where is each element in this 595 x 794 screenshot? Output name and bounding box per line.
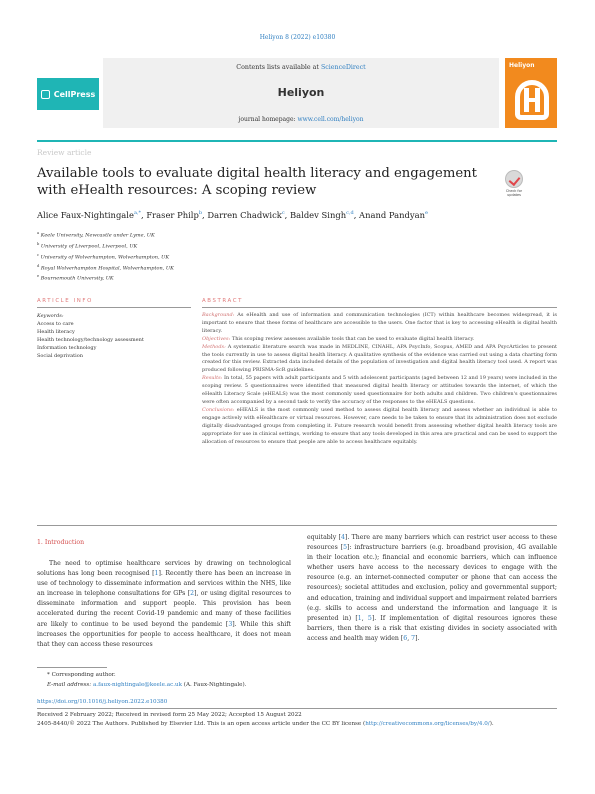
footer-divider [37, 708, 557, 709]
affiliations [37, 229, 337, 283]
article-info-heading: ARTICLE INFO [37, 298, 93, 304]
citation-reference-link[interactable]: 2 [190, 590, 195, 598]
homepage-line [103, 116, 499, 123]
abstract-label: Methods: [202, 343, 226, 350]
check-updates-icon [505, 170, 523, 188]
cover-bar-middle [524, 98, 540, 102]
abstract-text: In total, 55 papers with adult participants and 5 with adolescent participants (aged between 12 and 19 years) were included in the scoping review. 5 questionnaires were identified that measured digital health literacy or attitudes towards the internet, of which the eHealth Literacy Scale (eHEALS) was the most commonly used questionnaire for both adults and children. Two children's questionnaires were often accompanied by a second task to verify the accuracy of the responses to the eHEALS questions. [202, 375, 557, 405]
cover-title: Heliyon [509, 62, 535, 69]
affiliation-marker: e [37, 274, 40, 279]
affiliation-marker: a [37, 231, 40, 235]
check-updates-label: Check for updates [505, 189, 523, 197]
affiliation-text: University of Wolverhampton, Wolverhampton, UK [40, 254, 170, 261]
affiliation-text: Keele University, Newcastle under Lyme, UK [40, 232, 155, 239]
paragraph-text: equitably [ [307, 534, 341, 541]
abstract-text: A systematic literature search was made in MEDLINE, CINAHL, APA PsycInfo, Scopus, AMED and APA PsycArticles to present the tools currently in use to assess digital health literacy. A qualitative synthesis of the evidence was carried out using a data charting form created for this review. Extracted data included details of the population of investigation and digital health literacy tool used. A report was produced following PRISMA-ScR guidelines. [202, 343, 557, 374]
cellpress-logo [37, 78, 99, 110]
paragraph-text: ], or using digital resources to disseminate information and support people. This provision has been accelerated during the recent Covid-19 pandemic and many of these facilities are likely to continue to be used beyond the pandemic [ [37, 590, 291, 628]
abstract-objectives [202, 336, 557, 344]
keywords-label: Keywords: [37, 313, 64, 319]
abstract-body [202, 312, 557, 446]
abstract-results [202, 375, 557, 407]
paragraph-text: ]. While this shift increases the opportunities for people to access healthcare, it does not mean that they can access these resources [37, 620, 291, 648]
email-label: E-mail address: [47, 681, 93, 688]
citation-reference-link[interactable]: 6 [403, 634, 408, 642]
license-line [37, 721, 557, 727]
paragraph-text: ]: infrastructure barriers (e.g. broadband provision, 4G available in their location etc.); financial and economic barriers, which can influence whether users have access to the necessary devices to engage with the resource (e.g. an internet-connected computer or phone that can access the resources); societal attitudes and exclusion, policy and governmental support; and education, training and individual support and impairment related barriers (e.g. skills to access and understand the information and language it is presented in) [ [307, 544, 557, 622]
abstract-label: Background: [202, 312, 235, 318]
email-link[interactable]: a.faux-nightingale@keele.ac.uk [92, 681, 182, 688]
introduction-column-right [307, 533, 557, 644]
email-line [47, 681, 246, 691]
section-heading-introduction: 1. Introduction [37, 539, 85, 546]
journal-name: Heliyon [277, 86, 325, 99]
article-type: Review article [37, 148, 92, 157]
check-for-updates-button[interactable] [502, 170, 526, 200]
affiliation-item [37, 240, 337, 251]
affiliation-text: University of Liverpool, Liverpool, UK [40, 243, 138, 250]
homepage-link[interactable]: www.cell.com/heliyon [297, 116, 364, 123]
affiliation-text: Bournemouth University, UK [40, 276, 114, 283]
abstract-text: eHEALS is the most commonly used method to assess digital health literacy and assess whether an individual is able to engage actively with eHealthcare or virtual resources. However, care needs to be taken to ensure that its administration does not exclude digitally disadvantaged groups from completing it. Future research would benefit from assessing whether digital health literacy tools are appropriate for use in clinical settings, working to ensure that any tools developed in this area are practical and can be used to support the allocation of resources to ensure that people are able to access healthcare equitably. [202, 406, 557, 445]
footnote-divider [37, 667, 107, 668]
keyword: Health literacy [37, 328, 75, 335]
paragraph-text: , [407, 634, 412, 642]
corresponding-author-label: * Corresponding author. [47, 672, 116, 678]
affiliation-item [37, 251, 337, 262]
paragraph-text: , [361, 614, 368, 622]
contents-line [103, 64, 499, 71]
author-affiliation-marker[interactable]: e [425, 210, 428, 217]
sciencedirect-link[interactable]: ScienceDirect [320, 64, 366, 71]
journal-cover-image [505, 58, 557, 128]
citation-reference-link[interactable]: 7 [411, 634, 416, 642]
affiliation-item [37, 272, 337, 283]
abstract-text: As eHealth and use of information and communication technologies (ICT) within healthcare becomes widespread, it is important to ensure that these forms of healthcare are accessible to the users. One factor that is key to accessing eHealth is digital health literacy. [202, 312, 557, 334]
author-affiliation-marker[interactable]: c [281, 210, 285, 217]
author-list: Alice Faux-Nightingale$^{a,*}$, Fraser Philp$^b$, Darren Chadwick$^c$, Baldev Singh$^{c,d}$, Anand Pandyan$^e$ [37, 210, 428, 220]
affiliation-item [37, 262, 337, 273]
abstract-methods [202, 344, 557, 376]
author-name: Anand Pandyan [359, 210, 426, 220]
affiliation-marker: d [37, 263, 40, 268]
affiliation-item [37, 229, 337, 240]
article-title: Available tools to evaluate digital health literacy and engagement with eHealth resources: A scoping review [37, 166, 477, 198]
cellpress-logo-text: CellPress [53, 89, 96, 99]
abstract-label: Results: [202, 375, 223, 382]
paragraph-text: ]. There are many barriers which can restrict user access to these resources [ [307, 534, 557, 552]
paragraph-text: ]. If implementation of digital resources ignores these barriers, then there is a risk that existing divides in society associated with access and health may widen [ [307, 614, 557, 642]
author-name: Fraser Philp [146, 210, 199, 220]
citation-reference-link[interactable]: 5 [367, 614, 372, 622]
contents-prefix: Contents lists available at [236, 64, 321, 71]
citation-reference-link[interactable]: 5 [343, 544, 348, 552]
license-prefix: 2405-8440/© 2022 The Authors. Published by Elsevier Ltd. This is an open access article under the CC BY license ( [37, 721, 366, 727]
abstract-conclusions [202, 407, 557, 447]
paragraph-text: ]. Recently there has been an increase in use of technology to disseminate information and services within the NHS, like an increase in telephone consultations for GPs [ [37, 570, 291, 598]
license-link[interactable]: http://creativecommons.org/licenses/by/4.0/ [365, 721, 490, 727]
keyword: Social deprivation [37, 352, 83, 359]
cellpress-mark-icon [41, 90, 50, 99]
keyword: Access to care [37, 320, 74, 327]
abstract-bottom-divider [37, 525, 557, 526]
author-affiliation-marker[interactable]: b [198, 210, 203, 217]
doi-link[interactable]: https://doi.org/10.1016/j.heliyon.2022.e10380 [37, 699, 168, 705]
paragraph-text: The need to optimise healthcare services by drawing on technological solutions has long been recognised [ [37, 560, 291, 578]
paragraph-text: ]. [415, 634, 420, 642]
abstract-divider [202, 307, 557, 308]
citation-reference-link[interactable]: 1 [357, 614, 362, 622]
keyword: Information technology [37, 344, 97, 351]
author-name: Alice Faux-Nightingale [37, 210, 134, 220]
author-name: Baldev Singh [290, 210, 347, 220]
email-suffix: (A. Faux-Nightingale). [182, 681, 247, 688]
article-info-divider [37, 307, 191, 308]
citation-reference-link[interactable]: 3 [228, 620, 233, 628]
citation-reference-link[interactable]: 4 [340, 534, 345, 541]
header-divider [37, 140, 557, 142]
introduction-column-left [37, 559, 291, 650]
abstract-label: Conclusions: [202, 406, 235, 413]
author-affiliation-marker[interactable]: a,* [133, 210, 142, 217]
citation-reference-link[interactable]: 1 [154, 570, 159, 578]
citation-header[interactable]: Heliyon 8 (2022) e10380 [259, 34, 336, 41]
abstract-text: This scoping review assesses available tools that can be used to evaluate digital health literacy. [230, 335, 475, 342]
affiliation-marker: c [37, 252, 40, 257]
article-dates: Received 2 February 2022; Received in revised form 25 May 2022; Accepted 15 August 2022 [37, 712, 302, 718]
corresponding-author-note [47, 671, 246, 690]
author-affiliation-marker[interactable]: c,d [346, 210, 354, 217]
affiliation-text: Royal Wolverhampton Hospital, Wolverhampton, UK [40, 265, 174, 272]
affiliation-marker: b [37, 241, 40, 246]
abstract-label: Objectives: [202, 335, 231, 342]
abstract-heading: ABSTRACT [202, 298, 243, 304]
author-name: Darren Chadwick [207, 210, 282, 220]
homepage-prefix: journal homepage: [238, 116, 298, 123]
keyword: Health technology/technology assessment [37, 336, 144, 343]
license-suffix: ). [489, 721, 494, 727]
abstract-background [202, 312, 557, 336]
keywords-block [37, 313, 191, 360]
